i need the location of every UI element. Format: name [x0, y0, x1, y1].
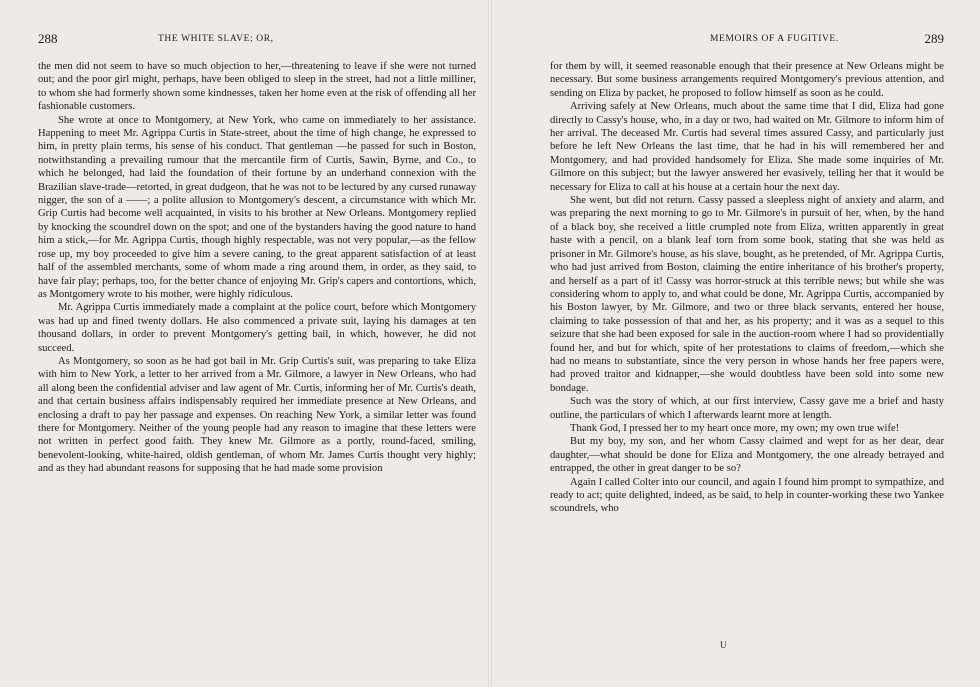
left-running-head — [38, 31, 476, 48]
left-body-text — [38, 60, 476, 476]
paragraph: As Montgomery, so soon as he had got bail in Mr. Grip Curtis's suit, was preparing to take Eliza with him to New York, a letter to her arrived from a Mr. Gilmore, a lawyer in New Orleans, who had all along been the confidential adviser and law agent of Mr. Curtis, informing her of Mr. Curtis's death, and that certain business affairs indispensably required her immediate presence at New Orleans, and enclosing a draft to pay her passage and expenses. On reaching New York, a similar letter was found there for Montgomery. Neither of the young people had any reason to imagine that these letters were not written in perfect good faith. They knew Mr. Gilmore as a portly, round-faced, smiling, benevolent-looking, white-haired, oldish gentleman, of whom Mr. James Curtis thought very highly; and as they had abundant reasons for supposing that he had made some provision — [38, 355, 476, 475]
paragraph: But my boy, my son, and her whom Cassy claimed and wept for as her dear, dear daughter,—what should be done for Eliza and Montgomery, the one already betrayed and entrapped, the other in great danger to be so? — [550, 436, 944, 475]
right-head-title: MEMOIRS OF A FUGITIVE. — [710, 34, 839, 44]
left-head-title: THE WHITE SLAVE; OR, — [158, 34, 274, 44]
paragraph: the men did not seem to have so much objection to her,—threatening to leave if she were not turned out; and the poor girl might, perhaps, have been obliged to sleep in the street, had not a little milliner, to whom she had formerly shown some kindnesses, taken her home even at the risk of offending all her fashionable customers. — [38, 61, 476, 113]
right-page — [490, 0, 980, 687]
signature-mark: U — [720, 640, 727, 650]
paragraph: She went, but did not return. Cassy passed a sleepless night of anxiety and alarm, and was preparing the next morning to go to Mr. Gilmore's in pursuit of her, when, by the hand of a black boy, she received a little crumpled note from Eliza, written apparently in great haste with a pencil, on a blank leaf torn from some book, stating that she was held as prisoner in Mr. Gilmore's house, as his slave, bought, as he pretended, of Mr. Agrippa Curtis, who had just arrived from Boston, claiming the entire inheritance of his brother's property, and herself as a part of it! Cassy was horror-struck at this terrible news; but while she was considering whom to apply to, and what could be done, Mr. Agrippa Curtis, accompanied by his Boston lawyer, by Mr. Gilmore, and two or three black servants, entered her house, claiming to take possession of that and her, as his property; and it was as a sequel to this seizure that she had been exposed for sale in the auction-room where I had so providentially found her, and but for which, spite of her protestations to claims of freedom,—which she had no means to substantiate, since the very person in whose hands her free papers were, had proved traitor and kidnapper,—she would doubtless have been sold into some new bondage. — [550, 195, 944, 394]
right-page-number: 289 — [924, 31, 944, 46]
paragraph: Thank God, I pressed her to my heart once more, my own; my own true wife! — [570, 422, 900, 434]
paragraph: Again I called Colter into our council, and again I found him prompt to sympathize, and ready to act; quite delighted, indeed, as be said, to help in counter-working these two Yankee scoundrels, who — [550, 476, 944, 515]
right-running-head — [550, 31, 944, 48]
paragraph: Arriving safely at New Orleans, much about the same time that I did, Eliza had gone directly to Cassy's house, who, in a day or two, had waited on Mr. Gilmore to inform him of her arrival. The deceased Mr. Curtis had several times assured Cassy, and particularly just before he left New Orleans the last time, that he had in his will remembered her and Montgomery, and had provided handsomely for Eliza. She made some inquiries of Mr. Gilmore on this subject; but the lawyer answered her evasively, telling her that it would be necessary for Eliza to call at his house at a certain hour the next day. — [550, 101, 944, 193]
paragraph: She wrote at once to Montgomery, at New York, who came on immediately to her assistance. Happening to meet Mr. Agrippa Curtis in State-street, about the time of high change, he expressed to him, in pretty plain terms, his sense of his conduct. That gentleman —he passed for such in Boston, notwithstanding a prevailing rumour that the mercantile firm of Curtis, Sawin, Byrne, and Co., to which he belonged, had laid the foundation of their fortune by an underhand connexion with the Brazilian slave-trade—retorted, in great dudgeon, that he was not to be lectured by any cursed runaway nigger, the son of a ——; a polite allusion to Montgomery's descent, a circumstance with which Mr. Grip Curtis had become well acquainted, in visits to his brother at New Orleans. Montgomery replied by knocking the scoundrel down on the spot; and one of the bystanders having the good nature to hand him a stick,—for Mr. Agrippa Curtis, though highly respectable, was not very popular,—as the fellow rose up, my boy proceeded to give him a severe caning, to the great apparent satisfaction of at least half of the assembled merchants, some of whom made a ring around them, in order, as they said, to have fair play; perhaps, too, for the better chance of enjoying Mr. Grip's capers and contortions, which, as Montgomery wrote to his mother, were highly ridiculous. — [38, 114, 477, 300]
left-page-number: 288 — [38, 31, 58, 46]
paragraph: Such was the story of which, at our first interview, Cassy gave me a brief and hasty outline, the particulars of which I afterwards learnt more at length. — [550, 396, 944, 421]
right-body-text — [550, 60, 944, 516]
paragraph: for them by will, it seemed reasonable enough that their presence at New Orleans might be necessary. But some business arrangements required Montgomery's previous attention, and sending on Eliza by packet, he proposed to follow himself as soon as he could. — [550, 61, 944, 99]
paragraph: Mr. Agrippa Curtis immediately made a complaint at the police court, before which Montgomery was had up and fined twenty dollars. He also commenced a private suit, laying his damages at ten thousand dollars, in order to prevent Montgomery's getting bail, in which, however, he did not succeed. — [38, 302, 476, 354]
